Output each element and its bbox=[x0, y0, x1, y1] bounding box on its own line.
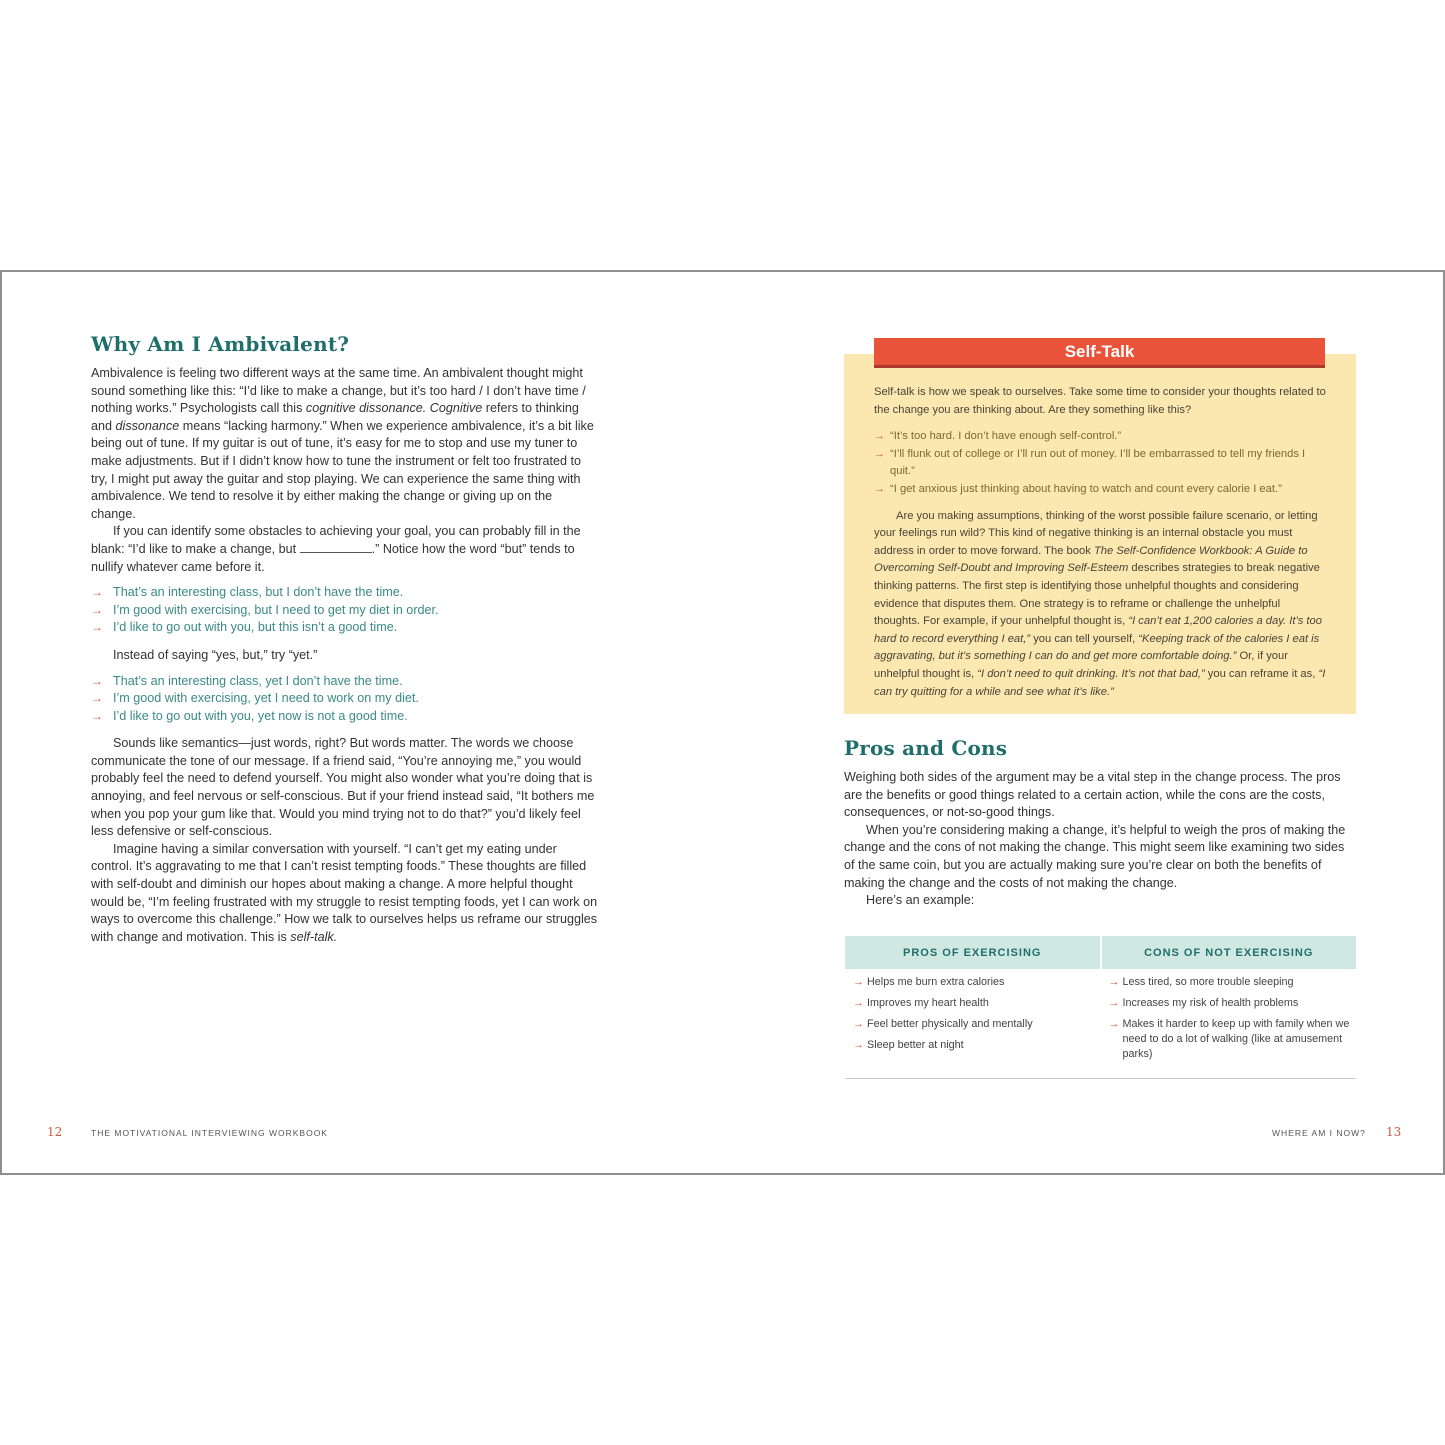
list-item-text: Less tired, so more trouble sleeping bbox=[1122, 976, 1294, 988]
text-run: you can tell yourself, bbox=[1030, 632, 1139, 645]
list-item-text: Improves my heart health bbox=[867, 997, 989, 1009]
sidebar-body bbox=[874, 384, 1326, 701]
text-run: Imagine having a similar conversation with yourself. “I can’t get my eating under control. It’s aggravating to me that I can’t resist tempting foods.” These thoughts are filled with self-doubt and diminish our hopes about making a change. A more helpful thought would be, “I’m feeling frustrated with my struggle to resist tempting foods, yet I can work on ways to overcome this challenge.” How we talk to ourselves helps us reframe our struggles with change and motivation. This is bbox=[91, 841, 598, 944]
text-emphasis: “I can’t eat 1,200 calories a day. It’s too hard to record everything I eat,” bbox=[874, 615, 1322, 645]
paragraph-self-talk bbox=[91, 841, 599, 947]
left-page bbox=[2, 272, 722, 1173]
list-item bbox=[1109, 996, 1351, 1011]
paragraph-weighing: Weighing both sides of the argument may be a vital step in the change process. The pros are the benefits or good things related to a certain action, while the cons are the costs, consequences, or not-so-good things. bbox=[844, 770, 1341, 820]
page-number-right: 13 bbox=[1386, 1125, 1402, 1139]
yet-examples-list bbox=[91, 673, 599, 726]
text-run: means “lacking harmony.” When we experience ambivalence, it’s a bit like being out of tune. If my guitar is out of tune, it’s easy for me to stop and use my tuner to make adjustments. But if I didn’t know how to tune the instrument or felt too frustrated to try, I might put away the guitar and stop playing. We can experience the same thing with ambivalence. We tend to resolve it by either making the change or giving up on the change. bbox=[91, 418, 594, 521]
list-item bbox=[91, 708, 599, 726]
list-item bbox=[91, 690, 599, 708]
paragraph-yet: Instead of saying “yes, but,” try “yet.” bbox=[113, 647, 318, 662]
arrow-right-icon: → bbox=[91, 673, 103, 688]
arrow-right-icon: → bbox=[853, 1039, 864, 1051]
arrow-right-icon: → bbox=[1108, 1018, 1120, 1030]
self-talk-sidebar bbox=[844, 342, 1356, 714]
but-examples-list bbox=[91, 584, 599, 637]
list-item-text: I’m good with exercising, yet I need to work on my diet. bbox=[113, 691, 419, 706]
sidebar-intro: Self-talk is how we speak to ourselves. Take some time to consider your thoughts related to the change you are thinking about. Are they something like this? bbox=[874, 386, 1326, 416]
arrow-right-icon: → bbox=[874, 430, 885, 443]
text-emphasis: “I can try quitting for a while and see what it’s like.” bbox=[874, 667, 1326, 698]
list-item-text: I’m good with exercising, but I need to get my diet in order. bbox=[113, 602, 439, 617]
text-run: describes strategies to break negative thinking patterns. The first step is identifying those unhelpful thoughts and considering evidence that disputes them. One strategy is to reframe or challenge the unhelpful thoughts. For example, if your unhelpful thought is, bbox=[874, 562, 1320, 628]
text-emphasis: “I don’t need to quit drinking. It’s not that bad,” bbox=[977, 667, 1205, 680]
sidebar-thoughts-list bbox=[874, 428, 1326, 498]
list-item bbox=[1109, 1017, 1351, 1062]
left-body bbox=[91, 365, 599, 946]
table-row bbox=[845, 969, 1356, 1079]
list-item-text: I’d like to go out with you, but this isn’t a good time. bbox=[113, 620, 398, 635]
right-body bbox=[844, 769, 1354, 910]
text-run: If you can identify some obstacles to achieving your goal, you can probably fill in the blank: “I’d like to make a change, but bbox=[91, 524, 581, 556]
list-item bbox=[874, 481, 1326, 499]
arrow-right-icon: → bbox=[91, 708, 103, 723]
list-item-text: “It’s too hard. I don’t have enough self-control.” bbox=[890, 430, 1122, 443]
list-item bbox=[91, 602, 599, 620]
list-item bbox=[91, 584, 599, 602]
book-spread bbox=[0, 270, 1445, 1175]
list-item bbox=[853, 1038, 1095, 1053]
section-heading-ambivalent: Why Am I Ambivalent? bbox=[91, 332, 350, 356]
table-header-row bbox=[845, 936, 1356, 969]
text-emphasis: cognitive dissonance. Cognitive bbox=[305, 401, 483, 416]
pros-cell bbox=[845, 969, 1101, 1079]
column-header-pros: PROS OF EXERCISING bbox=[845, 936, 1101, 969]
text-emphasis: “Keeping track of the calories I eat is aggravating, but it’s something I can do and get more comfortable doing.” bbox=[874, 632, 1320, 663]
running-head-left: THE MOTIVATIONAL INTERVIEWING WORKBOOK bbox=[91, 1128, 328, 1138]
text-emphasis: dissonance bbox=[115, 418, 180, 433]
text-run: Ambivalence is feeling two different ways at the same time. An ambivalent thought might sound something like this: “I’d like to make a change, but it’s too hard / I don’t have time / nothing works.” Psychologists call this bbox=[91, 366, 586, 416]
paragraph-semantics: Sounds like semantics—just words, right? But words matter. The words we choose communicate the tone of our message. If a friend said, “You’re annoying me,” you would probably feel the need to defend yourself. You might also wonder what you’re doing that is annoying, and feel nervous or self-conscious. But if your friend instead said, “It bothers me when you pop your gum like that. Would you mind trying not to do that?” you’d likely feel less defensive or self-conscious. bbox=[91, 736, 595, 839]
text-run: Are you making assumptions, thinking of the worst possible failure scenario, or letting your feelings run wild? This kind of negative thinking is an internal obstacle you must address in order to move forward. The book bbox=[874, 509, 1318, 557]
list-item bbox=[874, 446, 1326, 481]
list-item-text: I’d like to go out with you, yet now is not a good time. bbox=[113, 708, 408, 723]
paragraph-fill-blank bbox=[91, 523, 599, 576]
arrow-right-icon: → bbox=[91, 691, 103, 706]
text-run: Or, if your unhelpful thought is, bbox=[874, 650, 1288, 680]
arrow-right-icon: → bbox=[874, 447, 885, 460]
arrow-right-icon: → bbox=[91, 585, 103, 600]
list-item-text: “I get anxious just thinking about having to watch and count every calorie I eat.” bbox=[890, 482, 1282, 495]
list-item bbox=[853, 996, 1095, 1011]
running-head-right: WHERE AM I NOW? bbox=[1272, 1128, 1366, 1138]
arrow-right-icon: → bbox=[853, 997, 864, 1009]
list-item-text: Makes it harder to keep up with family when we need to do a lot of walking (like at amusement parks) bbox=[1122, 1018, 1350, 1060]
list-item-text: That’s an interesting class, but I don’t have the time. bbox=[113, 585, 404, 600]
arrow-right-icon: → bbox=[91, 602, 103, 617]
paragraph-considering: When you’re considering making a change, it’s helpful to weigh the pros of making the change and the cons of not making the change. This might seem like examining two sides of the same coin, but you are actually making sure you’re clear on both the benefits of making the change and the costs of not making the change. bbox=[844, 822, 1346, 890]
text-run: .” Notice how the word “but” tends to nullify whatever came before it. bbox=[91, 541, 575, 574]
right-page bbox=[722, 272, 1443, 1173]
text-run: refers to thinking and bbox=[91, 401, 579, 433]
page-number-left: 12 bbox=[47, 1125, 63, 1139]
list-item-text: Helps me burn extra calories bbox=[867, 976, 1005, 988]
list-item bbox=[853, 1017, 1095, 1032]
list-item bbox=[91, 619, 599, 637]
text-emphasis: self-talk. bbox=[290, 929, 338, 944]
list-item-text: Increases my risk of health problems bbox=[1122, 997, 1299, 1009]
list-item bbox=[853, 975, 1095, 990]
cons-cell bbox=[1101, 969, 1357, 1079]
sidebar-paragraph bbox=[874, 508, 1326, 702]
arrow-right-icon: → bbox=[853, 1018, 864, 1030]
arrow-right-icon: → bbox=[853, 976, 864, 988]
arrow-right-icon: → bbox=[874, 482, 885, 495]
list-item-text: That’s an interesting class, yet I don’t have the time. bbox=[113, 673, 403, 688]
list-item-text: Feel better physically and mentally bbox=[867, 1018, 1033, 1030]
list-item-text: “I’ll flunk out of college or I’ll run out of money. I’ll be embarrassed to tell my friends I quit.” bbox=[890, 447, 1306, 478]
paragraph-example: Here’s an example: bbox=[866, 893, 975, 908]
arrow-right-icon: → bbox=[1108, 997, 1120, 1009]
list-item bbox=[874, 428, 1326, 446]
fill-in-blank bbox=[300, 542, 372, 553]
arrow-right-icon: → bbox=[91, 620, 103, 635]
section-heading-pros-cons: Pros and Cons bbox=[844, 736, 1008, 760]
book-title: The Self-Confidence Workbook: A Guide to Overcoming Self-Doubt and Improving Self-Esteem bbox=[874, 544, 1308, 575]
list-item bbox=[1109, 975, 1351, 990]
list-item bbox=[91, 673, 599, 691]
column-header-cons: CONS OF NOT EXERCISING bbox=[1101, 936, 1357, 969]
arrow-right-icon: → bbox=[1108, 976, 1120, 988]
sidebar-title: Self-Talk bbox=[874, 338, 1325, 365]
pros-cons-table bbox=[845, 936, 1356, 1079]
text-run: you can reframe it as, bbox=[1204, 667, 1319, 680]
paragraph-ambivalence bbox=[91, 365, 599, 523]
list-item-text: Sleep better at night bbox=[867, 1039, 964, 1051]
